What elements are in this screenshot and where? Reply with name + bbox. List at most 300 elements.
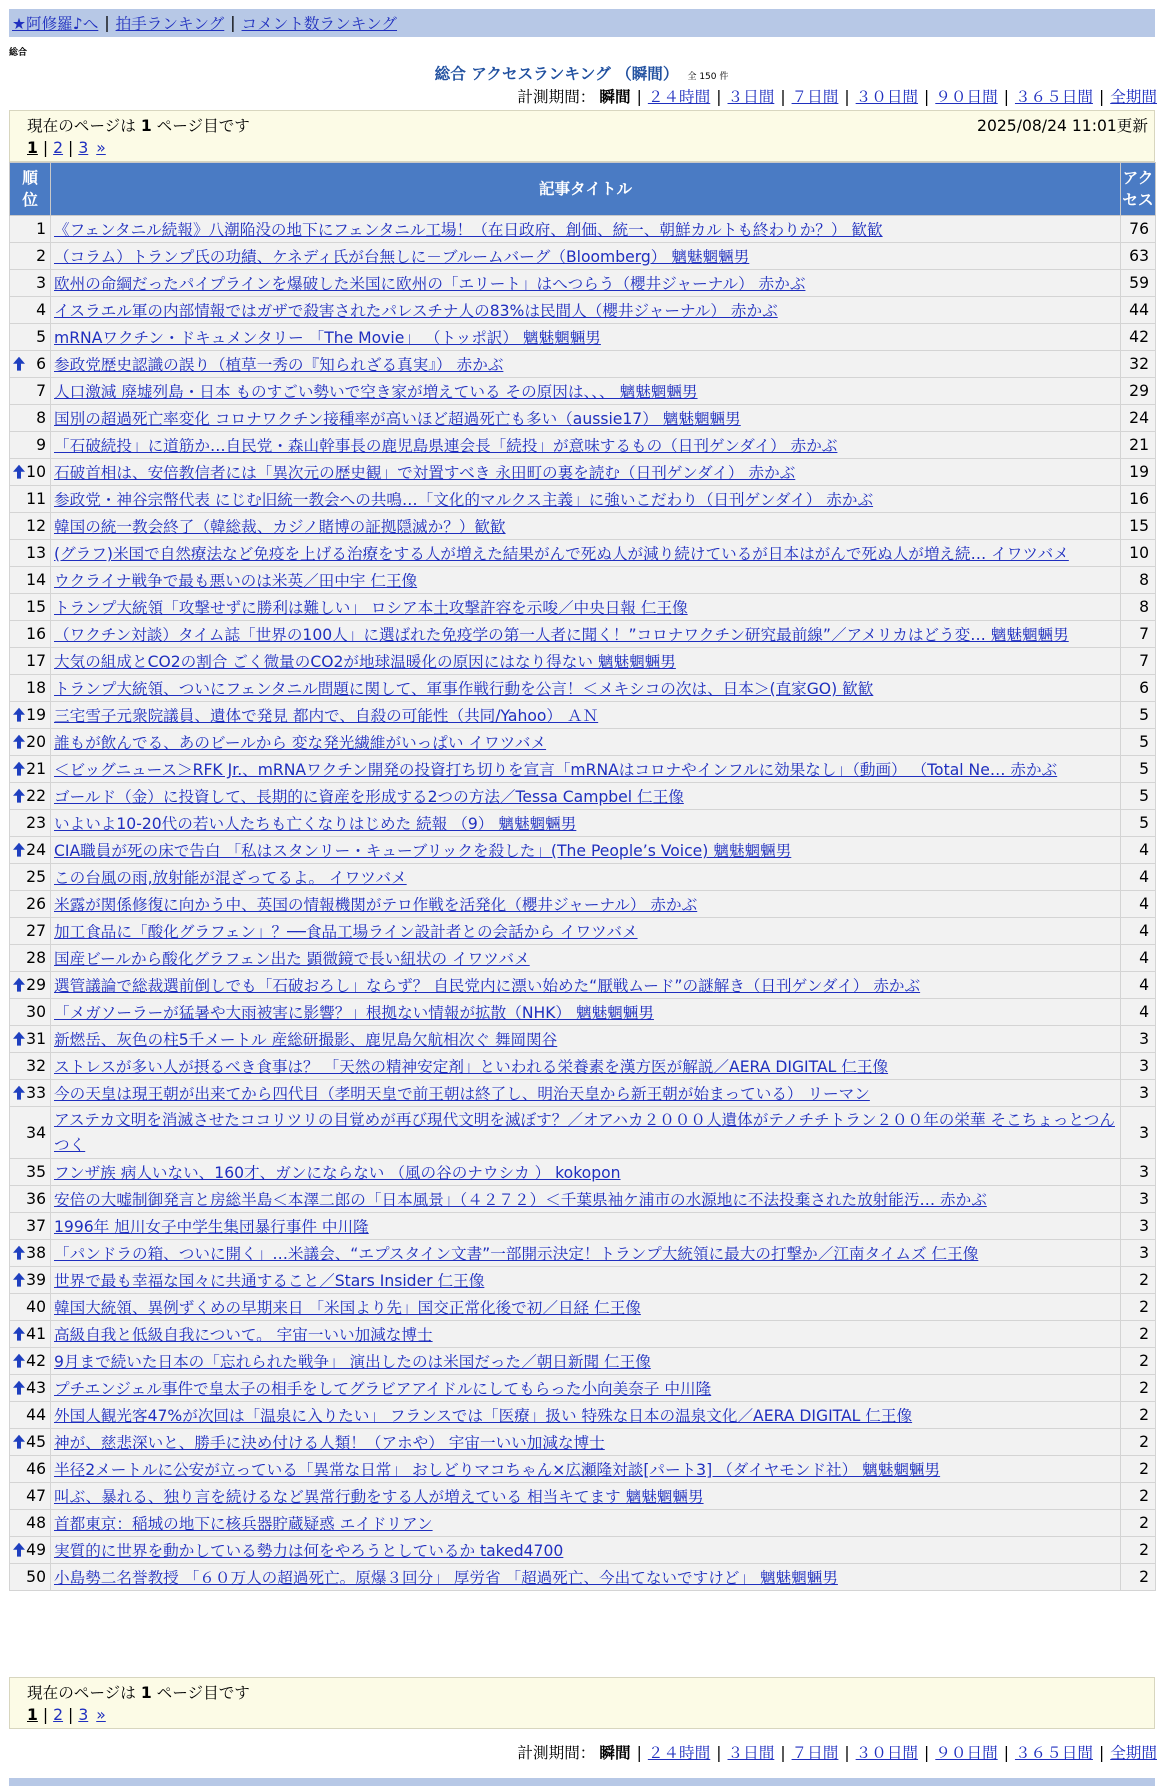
current-page-suffix: ページ目です [151, 117, 250, 135]
article-link[interactable]: 《フェンタニル続報》八潮陥没の地下にフェンタニル工場！（在日政府、創価、統一、朝鮮カルトも終わりか？） 歓歓 [54, 221, 883, 239]
table-row [10, 1107, 1156, 1159]
access-count: 4 [1121, 972, 1156, 999]
rank-number: 50 [26, 1568, 46, 1586]
table-row [10, 864, 1156, 891]
title-cell [51, 378, 1121, 405]
title-cell [51, 486, 1121, 513]
article-link[interactable]: ストレスが多い人が摂るべき食事は？ 「天然の精神安定剤」といわれる栄養素を漢方医が解説／AERA DIGITAL 仁王像 [54, 1058, 889, 1076]
access-count: 32 [1121, 351, 1156, 378]
title-cell [51, 1375, 1121, 1402]
period-label: 計測期間： [517, 88, 596, 106]
title-cell [51, 675, 1121, 702]
article-link[interactable]: ＜ビッグニュース＞RFK Jr.、mRNAワクチン開発の投資打ち切りを宣言「mRNAはコロナやインフルに効果なし」（動画） （Total Ne… 赤かぶ [54, 761, 1058, 779]
article-link[interactable]: 外国人観光客47%が次回は「温泉に入りたい」 フランスでは「医療」扱い 特殊な日本の温泉文化／AERA DIGITAL 仁王像 [54, 1407, 913, 1425]
rank-number: 14 [26, 571, 46, 589]
access-count: 5 [1121, 810, 1156, 837]
table-row [10, 702, 1156, 729]
page-info-box-bottom [9, 1677, 1155, 1729]
article-link[interactable]: 叫ぶ、暴れる、独り言を続けるなど異常行動をする人が増えている 相当キてます 魑魅魍魎男 [54, 1488, 704, 1506]
title-cell [51, 1080, 1121, 1107]
table-row [10, 1537, 1156, 1564]
access-count: 19 [1121, 459, 1156, 486]
pager-next-link[interactable]: » [96, 139, 106, 157]
title-cell [51, 783, 1121, 810]
rank-cell [10, 378, 51, 405]
rank-number: 15 [26, 598, 46, 616]
table-row [10, 756, 1156, 783]
period-option-link[interactable]: ２４時間 [647, 88, 711, 106]
rank-number: 42 [26, 1352, 46, 1370]
title-cell [51, 972, 1121, 999]
title-cell [51, 1213, 1121, 1240]
table-row [10, 1240, 1156, 1267]
period-separator: | [924, 88, 930, 106]
rank-cell [10, 1564, 51, 1591]
rank-cell [10, 1053, 51, 1080]
pager [27, 139, 106, 157]
access-count: 2 [1121, 1348, 1156, 1375]
article-link[interactable]: 9月まで続いた日本の「忘れられた戦争」 演出したのは米国だった／朝日新聞 仁王像 [54, 1353, 651, 1371]
rank-cell [10, 972, 51, 999]
rank-cell [10, 1348, 51, 1375]
table-row [10, 675, 1156, 702]
access-count: 5 [1121, 702, 1156, 729]
current-page-text [27, 114, 250, 136]
home-link[interactable]: ★阿修羅♪へ [12, 15, 99, 33]
title-cell [51, 243, 1121, 270]
table-row [10, 1053, 1156, 1080]
rank-number: 38 [26, 1244, 46, 1262]
rank-number: 16 [26, 625, 46, 643]
table-row [10, 1483, 1156, 1510]
rank-up-arrow-icon [13, 708, 25, 722]
rank-number: 32 [26, 1057, 46, 1075]
table-row [10, 891, 1156, 918]
table-row [10, 729, 1156, 756]
period-current: 瞬間 [599, 1744, 631, 1762]
rank-cell [10, 270, 51, 297]
article-link[interactable]: 韓国大統領、異例ずくめの早期来日 「米国より先」国交正常化後で初／日経 仁王像 [54, 1299, 641, 1317]
rank-up-arrow-icon [13, 357, 25, 371]
title-cell [51, 1053, 1121, 1080]
rank-cell [10, 864, 51, 891]
period-separator: | [636, 88, 642, 106]
title-cell [51, 1294, 1121, 1321]
access-count: 6 [1121, 675, 1156, 702]
rank-number: 13 [26, 544, 46, 562]
title-cell [51, 810, 1121, 837]
rank-number: 31 [26, 1030, 46, 1048]
article-link[interactable]: (グラフ)米国で自然療法など免疫を上げる治療をする人が増えた結果がんで死ぬ人が減り続けているが日本はがんで死ぬ人が増え続… イワツバメ [54, 545, 1069, 563]
access-count: 59 [1121, 270, 1156, 297]
period-option-link[interactable]: ３０日間 [855, 88, 919, 106]
article-link[interactable]: フンザ族 病人いない、160才、ガンにならない （風の谷のナウシカ ） kokopon [54, 1164, 621, 1182]
rank-number: 43 [26, 1379, 46, 1397]
article-link[interactable]: 高級自我と低級自我について。 宇宙一いい加減な博士 [54, 1326, 433, 1344]
nav-separator: | [230, 14, 236, 32]
article-link[interactable]: 韓国の統一教会終了（韓総裁、カジノ賭博の証拠隠滅か？）歓歓 [54, 518, 506, 536]
pager [27, 1706, 106, 1724]
rank-up-arrow-icon [13, 1543, 25, 1557]
rank-cell [10, 324, 51, 351]
rank-number: 41 [26, 1325, 46, 1343]
access-count: 42 [1121, 324, 1156, 351]
title-cell [51, 891, 1121, 918]
article-link[interactable]: 半径2メートルに公安が立っている「異常な日常」 おしどりマコちゃん×広瀬隆対談[パート3] （ダイヤモンド社） 魑魅魍魎男 [54, 1461, 941, 1479]
rank-cell [10, 594, 51, 621]
article-link[interactable]: 小島勢二名誉教授 「６０万人の超過死亡。原爆３回分」 厚労省 「超過死亡、今出てないですけど」 魑魅魍魎男 [54, 1569, 838, 1587]
period-option-link[interactable]: ７日間 [791, 1744, 839, 1762]
article-link[interactable]: 誰もが飲んでる、あのビールから 変な発光繊維がいっぱい イワツバメ [54, 734, 547, 752]
title-cell [51, 1483, 1121, 1510]
title-cell [51, 702, 1121, 729]
rank-number: 49 [26, 1541, 46, 1559]
title-cell [51, 1107, 1121, 1159]
rank-number: 20 [26, 733, 46, 751]
access-count: 2 [1121, 1483, 1156, 1510]
rank-cell [10, 1402, 51, 1429]
rank-cell [10, 1267, 51, 1294]
article-link[interactable]: 国別の超過死亡率変化 コロナワクチン接種率が高いほど超過死亡も多い（aussie17） 魑魅魍魎男 [54, 410, 741, 428]
title-cell [51, 513, 1121, 540]
access-count: 3 [1121, 1053, 1156, 1080]
table-row [10, 297, 1156, 324]
rank-number: 29 [26, 976, 46, 994]
rank-cell [10, 891, 51, 918]
rank-up-arrow-icon [13, 1354, 25, 1368]
rank-cell [10, 1429, 51, 1456]
access-count: 24 [1121, 405, 1156, 432]
article-link[interactable]: 参政党・神谷宗幣代表 にじむ旧統一教会への共鳴…「文化的マルクス主義」に強いこだわり（日刊ゲンダイ） 赤かぶ [54, 491, 874, 509]
title-cell [51, 324, 1121, 351]
access-count: 3 [1121, 1080, 1156, 1107]
nav-separator: | [104, 14, 110, 32]
rank-cell [10, 1240, 51, 1267]
rank-number: 19 [26, 706, 46, 724]
title-cell [51, 1321, 1121, 1348]
period-option-link[interactable]: ３日間 [727, 1744, 775, 1762]
rank-cell [10, 783, 51, 810]
title-cell [51, 1240, 1121, 1267]
article-link[interactable]: mRNAワクチン・ドキュメンタリー 「The Movie」 （トッポ訳） 魑魅魍魎男 [54, 329, 601, 347]
rank-up-arrow-icon [13, 465, 25, 479]
rank-header [10, 163, 51, 216]
rank-up-arrow-icon [13, 1435, 25, 1449]
article-link[interactable]: 欧州の命綱だったパイプラインを爆破した米国に欧州の「エリート」はへつらう（櫻井ジャーナル） 赤かぶ [54, 275, 806, 293]
article-link[interactable]: ウクライナ戦争で最も悪いのは米英／田中宇 仁王像 [54, 572, 418, 590]
table-row [10, 1213, 1156, 1240]
updated-timestamp: 2025/08/24 11:01更新 [977, 117, 1148, 135]
page-title: 総合 アクセスランキング （瞬間） [434, 65, 679, 83]
table-row [10, 1267, 1156, 1294]
current-page-prefix: 現在のページは [27, 1684, 141, 1702]
table-row [10, 432, 1156, 459]
rank-cell [10, 1080, 51, 1107]
rank-cell [10, 756, 51, 783]
table-row [10, 1294, 1156, 1321]
access-count: 21 [1121, 432, 1156, 459]
article-link[interactable]: 大気の組成とCO2の割合 ごく微量のCO2が地球温暖化の原因にはなり得ない 魑魅魍魎男 [54, 653, 676, 671]
table-row [10, 945, 1156, 972]
article-link[interactable]: 安倍の大嘘制御発言と房総半島＜本澤二郎の「日本風景」（４２７２）＜千葉県袖ケ浦市の水源地に不法投棄された放射能汚… 赤かぶ [54, 1191, 987, 1209]
rank-cell [10, 1537, 51, 1564]
article-link[interactable]: 1996年 旭川女子中学生集団暴行事件 中川隆 [54, 1218, 369, 1236]
table-row [10, 999, 1156, 1026]
article-link[interactable]: アステカ文明を消滅させたココリツリの目覚めが再び現代文明を滅ぼす？／オアハカ２０００人遺体がテノチチトラン２００年の栄華 そこちょっとつんつく [54, 1110, 1115, 1154]
rank-number: 1 [36, 220, 46, 238]
table-row [10, 378, 1156, 405]
article-link[interactable]: 今の天皇は現王朝が出来てから四代目（孝明天皇で前王朝は終了し、明治天皇から新王朝が始まっている） リーマン [54, 1085, 870, 1103]
article-link[interactable]: この台風の雨,放射能が混ざってるよ。 イワツバメ [54, 869, 407, 887]
table-row [10, 324, 1156, 351]
table-row [10, 513, 1156, 540]
table-row [10, 1026, 1156, 1053]
rank-cell [10, 810, 51, 837]
pager-page-link[interactable]: 3 [78, 1706, 89, 1724]
rank-number: 4 [36, 301, 46, 319]
rank-cell [10, 1213, 51, 1240]
article-link[interactable]: 石破首相は、安倍教信者には「異次元の歴史観」で対置すべき 永田町の裏を読む（日刊ゲンダイ） 赤かぶ [54, 464, 796, 482]
table-row [10, 783, 1156, 810]
title-cell [51, 1456, 1121, 1483]
pager-separator: | [68, 1706, 74, 1724]
article-link[interactable]: （コラム）トランプ氏の功績、ケネディ氏が台無しに－ブルームバーグ（Bloomberg） 魑魅魍魎男 [54, 248, 750, 266]
table-row [10, 1321, 1156, 1348]
period-option-link[interactable]: ９０日間 [935, 1744, 998, 1762]
rank-number: 5 [36, 328, 46, 346]
table-row [10, 351, 1156, 378]
pager-page-link[interactable]: 2 [53, 1706, 64, 1724]
period-option-link[interactable]: ２４時間 [647, 1744, 711, 1762]
title-cell [51, 594, 1121, 621]
table-row [10, 459, 1156, 486]
article-link[interactable]: 参政党歴史認識の誤り（植草一秀の『知られざる真実』） 赤かぶ [54, 356, 504, 374]
rank-number: 34 [26, 1123, 46, 1142]
rank-number: 18 [26, 679, 46, 697]
access-count: 4 [1121, 864, 1156, 891]
rank-number: 37 [26, 1217, 46, 1235]
access-count: 44 [1121, 297, 1156, 324]
article-link[interactable]: CIA職員が死の床で告白 「私はスタンリー・キューブリックを殺した」(The People’s Voice) 魑魅魍魎男 [54, 842, 792, 860]
pager-separator: | [42, 139, 49, 157]
table-row [10, 270, 1156, 297]
article-link[interactable]: （ワクチン対談）タイム誌「世界の100人」に選ばれた免疫学の第一人者に聞く！”コロナワクチン研究最前線”／アメリカはどう変… 魑魅魍魎男 [54, 626, 1069, 644]
rank-number: 39 [26, 1271, 46, 1289]
current-page-number: 1 [140, 1684, 152, 1702]
title-cell [51, 1429, 1121, 1456]
title-cell [51, 297, 1121, 324]
table-row [10, 1375, 1156, 1402]
period-separator: | [1098, 88, 1105, 106]
article-link[interactable]: 加工食品に「酸化グラフェン」？──食品工場ライン設計者との会話から イワツバメ [54, 923, 638, 941]
table-row [10, 621, 1156, 648]
rank-cell [10, 459, 51, 486]
access-count: 7 [1121, 648, 1156, 675]
rank-cell [10, 432, 51, 459]
article-link[interactable]: 「パンドラの箱、ついに開く」…米議会、“エプスタイン文書”一部開示決定！トランプ大統領に最大の打撃か／江南タイムズ 仁王像 [54, 1245, 979, 1263]
access-count: 4 [1121, 837, 1156, 864]
title-cell [51, 756, 1121, 783]
comment-ranking-link[interactable]: コメント数ランキング [241, 15, 398, 33]
period-separator: | [1003, 88, 1009, 106]
rank-cell [10, 216, 51, 243]
rank-up-arrow-icon [13, 762, 25, 776]
access-header [1121, 163, 1156, 216]
title-cell [51, 1537, 1121, 1564]
applause-ranking-link[interactable]: 拍手ランキング [115, 15, 225, 33]
rank-number: 40 [26, 1298, 46, 1316]
access-count: 2 [1121, 1564, 1156, 1591]
table-row [10, 594, 1156, 621]
period-separator: | [844, 88, 850, 106]
period-option-link[interactable]: ７日間 [791, 88, 839, 106]
rank-cell [10, 729, 51, 756]
rank-cell [10, 567, 51, 594]
article-link[interactable]: トランプ大統領「攻撃せずに勝利は難しい」 ロシア本土攻撃許容を示唆／中央日報 仁王像 [54, 599, 688, 617]
rank-up-arrow-icon [13, 1246, 25, 1260]
period-label: 計測期間： [517, 1744, 596, 1762]
article-link[interactable]: プチエンジェル事件で皇太子の相手をしてグラビアアイドルにしてもらった小向美奈子 中川隆 [54, 1380, 712, 1398]
article-link[interactable]: 神が、慈悲深いと、勝手に決め付ける人類！（アホや） 宇宙一いい加減な博士 [54, 1434, 605, 1452]
access-count: 8 [1121, 567, 1156, 594]
article-link[interactable]: 世界で最も幸福な国々に共通すること／Stars Insider 仁王像 [54, 1272, 485, 1290]
access-count: 4 [1121, 945, 1156, 972]
article-link[interactable]: イスラエル軍の内部情報ではガザで殺害されたパレスチナ人の83%は民間人（櫻井ジャーナル） 赤かぶ [54, 302, 778, 320]
table-row [10, 1456, 1156, 1483]
rank-up-arrow-icon [13, 1327, 25, 1341]
rank-cell [10, 486, 51, 513]
table-row [10, 216, 1156, 243]
access-count: 3 [1121, 1186, 1156, 1213]
rank-number: 45 [26, 1433, 46, 1451]
article-link[interactable]: ゴールド（金）に投資して、長期的に資産を形成する2つの方法／Tessa Campbel 仁王像 [54, 788, 684, 806]
title-cell [51, 729, 1121, 756]
bottom-bar [9, 1778, 1155, 1786]
pager-page-link[interactable]: 2 [53, 139, 64, 157]
access-count: 2 [1121, 1456, 1156, 1483]
current-page-prefix: 現在のページは [27, 117, 141, 135]
access-header-label: アクセス [1122, 169, 1154, 209]
rank-cell [10, 1483, 51, 1510]
period-option-link[interactable]: ３６５日間 [1014, 1744, 1093, 1762]
rank-number: 6 [36, 355, 46, 373]
rank-number: 21 [26, 760, 46, 778]
article-link[interactable]: 「石破続投」に道筋か…自民党・森山幹事長の鹿児島県連会長「続投」が意味するもの（日刊ゲンダイ） 赤かぶ [54, 437, 838, 455]
table-row [10, 1564, 1156, 1591]
rank-number: 12 [26, 517, 46, 535]
access-count: 2 [1121, 1402, 1156, 1429]
rank-cell [10, 1294, 51, 1321]
article-link[interactable]: 新燃岳、灰色の柱5千メートル 産総研撮影、鹿児島欠航相次ぐ 舞岡関谷 [54, 1031, 558, 1049]
article-link[interactable]: トランプ大統領、ついにフェンタニル問題に関して、軍事作戦行動を公言！＜メキシコの次は、日本＞(直家GO) 歓歓 [54, 680, 874, 698]
article-link[interactable]: 米露が関係修復に向かう中、英国の情報機関がテロ作戦を活発化（櫻井ジャーナル） 赤かぶ [54, 896, 698, 914]
period-option-link[interactable]: ３日間 [727, 88, 775, 106]
article-link[interactable]: 実質的に世界を動かしている勢力は何をやろうとしているか taked4700 [54, 1542, 564, 1560]
access-count: 3 [1121, 1159, 1156, 1186]
title-cell [51, 216, 1121, 243]
rank-number: 3 [36, 274, 46, 292]
title-cell [51, 459, 1121, 486]
table-row [10, 1402, 1156, 1429]
rank-cell [10, 1186, 51, 1213]
access-count: 4 [1121, 918, 1156, 945]
title-cell [51, 918, 1121, 945]
article-link[interactable]: 選管議論で総裁選前倒しでも「石破おろし」ならず？ 自民党内に漂い始めた“厭戦ムード”の謎解き（日刊ゲンダイ） 赤かぶ [54, 977, 921, 995]
top-nav-bar [9, 9, 1155, 37]
rank-cell [10, 1456, 51, 1483]
rank-number: 22 [26, 787, 46, 805]
rank-number: 11 [26, 490, 46, 508]
article-link[interactable]: 人口激減 廃墟列島・日本 ものすごい勢いで空き家が増えている その原因は、、、 魑魅魍魎男 [54, 383, 698, 401]
article-link[interactable]: 三宅雪子元衆院議員、遺体で発見 都内で、自殺の可能性（共同/Yahoo） ＡＮ [54, 707, 599, 725]
table-row [10, 1510, 1156, 1537]
period-option-link[interactable]: 全期間 [1110, 1744, 1157, 1762]
access-count: 15 [1121, 513, 1156, 540]
rank-cell [10, 351, 51, 378]
rank-number: 48 [26, 1514, 46, 1532]
article-link[interactable]: いよいよ10-20代の若い人たちも亡くなりはじめた 続報 （9） 魑魅魍魎男 [54, 815, 577, 833]
rank-cell [10, 1107, 51, 1159]
rank-number: 26 [26, 895, 46, 913]
title-cell [51, 1348, 1121, 1375]
title-cell [51, 864, 1121, 891]
title-cell [51, 405, 1121, 432]
table-row [10, 1159, 1156, 1186]
period-option-link[interactable]: ３６５日間 [1014, 88, 1093, 106]
rank-up-arrow-icon [13, 1273, 25, 1287]
article-link[interactable]: 国産ビールから酸化グラフェン出た 顕微鏡で長い紐状の イワツバメ [54, 950, 530, 968]
table-row [10, 1080, 1156, 1107]
rank-cell [10, 675, 51, 702]
access-count: 2 [1121, 1267, 1156, 1294]
title-cell [51, 432, 1121, 459]
rank-number: 9 [36, 436, 46, 454]
pager-next-link[interactable]: » [96, 1706, 106, 1724]
article-link[interactable]: 「メガソーラーが猛暑や大雨被害に影響？」根拠ない情報が拡散（NHK） 魑魅魍魎男 [54, 1004, 654, 1022]
title-cell [51, 1510, 1121, 1537]
period-separator: | [1003, 1744, 1009, 1762]
total-count: 全 150 件 [687, 72, 729, 82]
rank-number: 23 [26, 814, 46, 832]
title-cell [51, 837, 1121, 864]
period-option-link[interactable]: 全期間 [1110, 88, 1157, 106]
period-option-link[interactable]: ９０日間 [935, 88, 998, 106]
access-count: 3 [1121, 1026, 1156, 1053]
rank-cell [10, 621, 51, 648]
rank-cell [10, 1510, 51, 1537]
rank-cell [10, 945, 51, 972]
period-selector [517, 85, 1157, 107]
rank-up-arrow-icon [13, 843, 25, 857]
access-count: 3 [1121, 1107, 1156, 1159]
rank-up-arrow-icon [13, 978, 25, 992]
rank-up-arrow-icon [13, 1381, 25, 1395]
article-link[interactable]: 首都東京：稲城の地下に核兵器貯蔵疑惑 エイドリアン [54, 1515, 433, 1533]
pager-current: 1 [27, 1706, 38, 1724]
table-row [10, 648, 1156, 675]
pager-page-link[interactable]: 3 [78, 139, 89, 157]
rank-number: 28 [26, 949, 46, 967]
table-row [10, 540, 1156, 567]
access-count: 2 [1121, 1429, 1156, 1456]
rank-number: 7 [36, 382, 46, 400]
rank-number: 24 [26, 841, 46, 859]
title-cell [51, 648, 1121, 675]
title-cell [51, 540, 1121, 567]
title-cell [51, 1186, 1121, 1213]
period-option-link[interactable]: ３０日間 [855, 1744, 919, 1762]
rank-number: 27 [26, 922, 46, 940]
